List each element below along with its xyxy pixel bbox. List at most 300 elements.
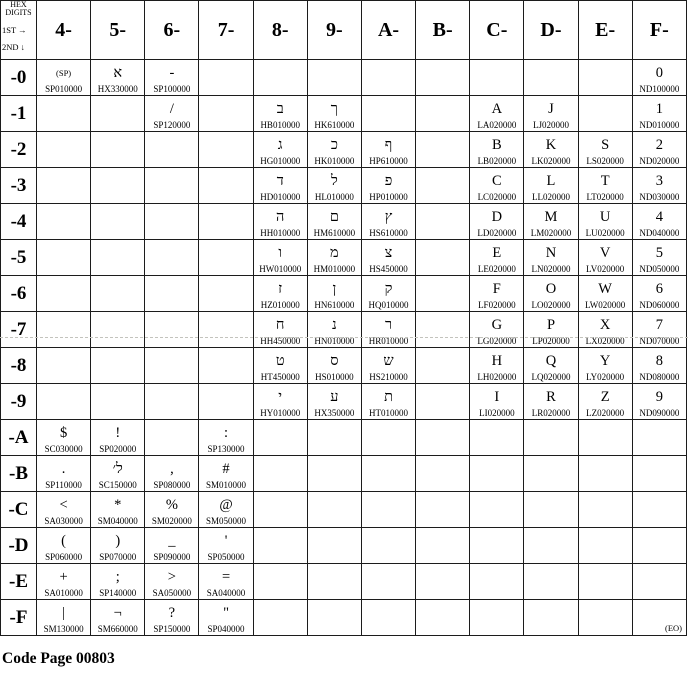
table-row	[1, 420, 687, 456]
cell-glyph: ח	[275, 316, 285, 333]
cell-glyph: )	[115, 532, 121, 549]
cell-code: LX020000	[585, 335, 625, 346]
hex-digits-corner-cell	[1, 1, 37, 60]
table-cell	[578, 312, 632, 348]
table-cell	[416, 168, 470, 204]
cell-code: SP060000	[45, 551, 83, 562]
cell-glyph: ם	[329, 208, 339, 225]
table-cell	[91, 348, 145, 384]
column-header-4: 4-	[37, 1, 91, 60]
cell-glyph: S	[601, 136, 610, 153]
cell-glyph: E	[492, 244, 502, 261]
table-cell	[145, 348, 199, 384]
table-cell	[416, 528, 470, 564]
column-header-C: C-	[470, 1, 524, 60]
table-row	[1, 564, 687, 600]
cell-code: HM610000	[313, 227, 356, 238]
table-cell	[470, 240, 524, 276]
cell-glyph: T	[600, 172, 610, 189]
table-cell	[91, 168, 145, 204]
cell-glyph: D	[491, 208, 503, 225]
table-cell	[578, 96, 632, 132]
cell-code: ND070000	[639, 335, 680, 346]
table-cell	[307, 168, 361, 204]
table-row	[1, 96, 687, 132]
cell-code: SM050000	[206, 515, 247, 526]
table-cell	[253, 492, 307, 528]
table-cell	[632, 564, 686, 600]
table-cell	[524, 528, 578, 564]
cell-code: SP100000	[153, 83, 191, 94]
cell-code: SP120000	[153, 119, 191, 130]
table-cell	[37, 168, 91, 204]
table-cell	[37, 276, 91, 312]
cell-glyph: <	[59, 496, 68, 513]
table-cell	[307, 240, 361, 276]
table-cell	[416, 420, 470, 456]
row-header-B: -B	[1, 456, 37, 492]
table-cell	[470, 204, 524, 240]
cell-code: HY010000	[260, 407, 301, 418]
row-header-7: -7	[1, 312, 37, 348]
table-cell	[578, 528, 632, 564]
table-cell	[524, 456, 578, 492]
table-cell	[632, 168, 686, 204]
table-row	[1, 312, 687, 348]
table-cell	[145, 276, 199, 312]
cell-code: SP110000	[45, 479, 82, 490]
table-cell	[37, 600, 91, 636]
table-cell	[307, 528, 361, 564]
cell-code: HM010000	[313, 263, 356, 274]
table-cell	[145, 420, 199, 456]
cell-glyph: מ	[330, 244, 339, 261]
cell-glyph: ז	[278, 280, 283, 297]
table-cell	[632, 600, 686, 636]
cell-glyph: G	[491, 316, 503, 333]
table-cell	[91, 132, 145, 168]
table-cell	[524, 240, 578, 276]
table-cell	[632, 348, 686, 384]
table-cell	[416, 492, 470, 528]
cell-glyph: ד	[276, 172, 284, 189]
table-cell	[307, 600, 361, 636]
cell-code: SA050000	[152, 587, 192, 598]
table-cell	[37, 384, 91, 420]
cell-code: HS010000	[315, 371, 354, 382]
table-cell	[470, 384, 524, 420]
cell-code: SP090000	[153, 551, 191, 562]
table-cell	[37, 564, 91, 600]
table-cell	[199, 204, 253, 240]
cell-glyph: כ	[330, 136, 338, 153]
table-row	[1, 492, 687, 528]
table-cell	[632, 420, 686, 456]
cell-glyph: נ	[332, 316, 337, 333]
table-cell	[253, 456, 307, 492]
table-cell	[307, 204, 361, 240]
row-header-A: -A	[1, 420, 37, 456]
cell-glyph: 0	[655, 64, 663, 81]
cell-glyph: פ	[384, 172, 393, 189]
table-cell	[199, 348, 253, 384]
table-cell	[37, 240, 91, 276]
cell-glyph: ש	[383, 352, 394, 369]
table-cell	[470, 96, 524, 132]
table-cell	[524, 492, 578, 528]
cell-glyph: "	[223, 604, 229, 621]
table-row	[1, 168, 687, 204]
cell-code: ND090000	[639, 407, 680, 418]
table-cell	[470, 132, 524, 168]
cell-code: HK610000	[314, 119, 355, 130]
table-cell	[253, 600, 307, 636]
row-header-0: -0	[1, 60, 37, 96]
cell-glyph: C	[491, 172, 502, 189]
table-cell	[361, 564, 415, 600]
row-header-E: -E	[1, 564, 37, 600]
cell-glyph: |	[62, 604, 66, 621]
cell-code: ND080000	[639, 371, 680, 382]
table-cell	[37, 456, 91, 492]
table-cell	[253, 60, 307, 96]
cell-code: SP020000	[99, 443, 137, 454]
table-cell	[145, 168, 199, 204]
table-cell	[307, 276, 361, 312]
table-cell	[632, 384, 686, 420]
cell-code: SM010000	[206, 479, 247, 490]
table-cell	[470, 348, 524, 384]
cell-glyph: O	[545, 280, 557, 297]
table-cell	[37, 312, 91, 348]
hex-digits-label: HEX DIGITS	[5, 0, 32, 18]
cell-code: LT020000	[586, 191, 624, 202]
table-cell	[470, 312, 524, 348]
row-header-4: -4	[1, 204, 37, 240]
cell-code: SM020000	[151, 515, 192, 526]
cell-code: HB010000	[260, 119, 300, 130]
table-row	[1, 276, 687, 312]
cell-glyph: 9	[655, 388, 663, 405]
cell-code: LD020000	[477, 227, 517, 238]
table-row	[1, 348, 687, 384]
cell-glyph: X	[599, 316, 611, 333]
cell-glyph: Y	[599, 352, 611, 369]
table-cell	[253, 348, 307, 384]
table-cell	[416, 456, 470, 492]
cell-code: SP070000	[99, 551, 137, 562]
table-cell	[91, 240, 145, 276]
table-cell	[199, 564, 253, 600]
cell-code: SP130000	[207, 443, 245, 454]
cell-glyph: ך	[330, 100, 338, 117]
table-cell	[91, 312, 145, 348]
cell-glyph: ק	[384, 280, 393, 297]
cell-code: LF020000	[478, 299, 516, 310]
cell-glyph: ץ	[384, 208, 393, 225]
cell-code: HX330000	[97, 83, 138, 94]
table-cell	[145, 528, 199, 564]
table-cell	[578, 204, 632, 240]
cell-glyph: (SP)	[56, 67, 72, 78]
cell-code: SP080000	[153, 479, 191, 490]
cell-code: ND020000	[639, 155, 680, 166]
cell-code: HW010000	[259, 263, 302, 274]
table-cell	[145, 96, 199, 132]
row-header-1: -1	[1, 96, 37, 132]
cell-glyph: >	[167, 568, 176, 585]
table-cell	[145, 564, 199, 600]
cell-code: LE020000	[477, 263, 516, 274]
table-cell	[632, 240, 686, 276]
column-header-A: A-	[361, 1, 415, 60]
cell-glyph: L	[546, 172, 556, 189]
table-cell	[524, 276, 578, 312]
cell-code: HD010000	[260, 191, 301, 202]
table-cell	[37, 132, 91, 168]
table-cell	[253, 276, 307, 312]
cell-glyph: K	[545, 136, 557, 153]
column-header-9: 9-	[307, 1, 361, 60]
column-header-7: 7-	[199, 1, 253, 60]
cell-code: HS610000	[369, 227, 408, 238]
table-cell	[253, 528, 307, 564]
cell-glyph: W	[598, 280, 612, 297]
column-header-F: F-	[632, 1, 686, 60]
table-cell	[253, 564, 307, 600]
cell-code: SM040000	[97, 515, 138, 526]
table-cell	[470, 600, 524, 636]
table-cell	[91, 204, 145, 240]
cell-code: ND040000	[639, 227, 680, 238]
row-header-8: -8	[1, 348, 37, 384]
cell-glyph: J	[548, 100, 554, 117]
table-cell	[307, 492, 361, 528]
table-cell	[199, 96, 253, 132]
table-cell	[37, 348, 91, 384]
cell-glyph: N	[545, 244, 557, 261]
table-cell	[199, 312, 253, 348]
table-body	[1, 60, 687, 636]
table-cell	[578, 240, 632, 276]
cell-glyph: 4	[655, 208, 663, 225]
table-cell	[632, 312, 686, 348]
cell-glyph: /	[169, 100, 174, 117]
table-cell	[524, 60, 578, 96]
table-cell	[524, 420, 578, 456]
table-cell	[307, 312, 361, 348]
cell-glyph: B	[491, 136, 502, 153]
table-cell	[361, 96, 415, 132]
table-cell	[361, 528, 415, 564]
table-row	[1, 456, 687, 492]
table-cell	[361, 312, 415, 348]
table-cell	[361, 600, 415, 636]
cell-code: LC020000	[477, 191, 517, 202]
first-digit-arrow-label: 1ST →	[2, 24, 27, 35]
cell-code: ND010000	[639, 119, 680, 130]
table-cell	[632, 60, 686, 96]
table-cell	[578, 132, 632, 168]
cell-glyph: ,	[170, 460, 174, 477]
row-header-9: -9	[1, 384, 37, 420]
cell-code: HX350000	[314, 407, 355, 418]
cell-glyph: Q	[545, 352, 557, 369]
table-cell	[145, 600, 199, 636]
table-cell	[361, 168, 415, 204]
table-cell	[91, 600, 145, 636]
table-cell	[199, 132, 253, 168]
table-cell	[361, 132, 415, 168]
table-cell	[632, 528, 686, 564]
row-header-C: -C	[1, 492, 37, 528]
table-cell	[470, 60, 524, 96]
header-row	[1, 1, 687, 60]
cell-code: HT010000	[369, 407, 409, 418]
table-cell	[470, 456, 524, 492]
table-cell	[253, 96, 307, 132]
cell-glyph: .	[61, 460, 66, 477]
cell-glyph: P	[546, 316, 556, 333]
table-cell	[524, 348, 578, 384]
cell-glyph: ¬	[113, 604, 122, 621]
row-header-6: -6	[1, 276, 37, 312]
table-cell	[145, 60, 199, 96]
table-cell	[91, 384, 145, 420]
table-cell	[416, 60, 470, 96]
column-header-8: 8-	[253, 1, 307, 60]
cell-code: SP040000	[207, 623, 245, 634]
table-cell	[416, 240, 470, 276]
table-cell	[91, 492, 145, 528]
cell-glyph: ף	[384, 136, 393, 153]
table-cell	[37, 96, 91, 132]
table-cell	[416, 564, 470, 600]
table-cell	[524, 96, 578, 132]
cell-glyph: '	[224, 532, 228, 549]
eo-note: (EO)	[665, 622, 682, 633]
table-cell	[145, 240, 199, 276]
table-cell	[524, 312, 578, 348]
table-cell	[361, 276, 415, 312]
cell-code: HZ010000	[260, 299, 300, 310]
cell-glyph: ס	[330, 352, 339, 369]
table-cell	[253, 132, 307, 168]
cell-code: HN010000	[314, 335, 355, 346]
second-digit-arrow-label: 2ND ↓	[2, 41, 25, 52]
cell-glyph: 8	[655, 352, 663, 369]
table-row	[1, 600, 687, 636]
cell-glyph: צ	[384, 244, 393, 261]
table-cell	[91, 528, 145, 564]
table-cell	[253, 312, 307, 348]
cell-code: ND050000	[639, 263, 680, 274]
cell-glyph: M	[544, 208, 558, 225]
table-cell	[361, 60, 415, 96]
table-cell	[307, 60, 361, 96]
table-cell	[632, 132, 686, 168]
table-cell	[632, 492, 686, 528]
table-cell	[578, 600, 632, 636]
cell-code: HN610000	[314, 299, 355, 310]
table-row	[1, 384, 687, 420]
cell-glyph: ט	[275, 352, 285, 369]
row-header-F: -F	[1, 600, 37, 636]
table-cell	[91, 564, 145, 600]
cell-glyph: *	[114, 496, 122, 513]
cell-glyph: @	[219, 496, 233, 513]
table-cell	[199, 60, 253, 96]
table-cell	[253, 204, 307, 240]
cell-code: ND030000	[639, 191, 680, 202]
table-cell	[416, 132, 470, 168]
table-cell	[524, 564, 578, 600]
table-cell	[145, 456, 199, 492]
cell-glyph: !	[115, 424, 121, 441]
table-cell	[361, 348, 415, 384]
table-cell	[91, 456, 145, 492]
row-header-2: -2	[1, 132, 37, 168]
table-cell	[145, 384, 199, 420]
cell-glyph: 2	[655, 136, 663, 153]
table-cell	[199, 528, 253, 564]
cell-code: LO020000	[531, 299, 571, 310]
cell-code: HR010000	[368, 335, 409, 346]
cell-code: SA040000	[206, 587, 246, 598]
cell-code: HT450000	[260, 371, 300, 382]
cell-glyph: ל	[330, 172, 338, 189]
cell-code: LY020000	[586, 371, 625, 382]
table-cell	[632, 456, 686, 492]
table-cell	[416, 96, 470, 132]
table-cell	[307, 348, 361, 384]
cell-glyph: (	[61, 532, 66, 549]
cell-code: HS450000	[369, 263, 408, 274]
table-header	[1, 1, 687, 60]
table-cell	[361, 204, 415, 240]
cell-glyph: ל׳	[112, 460, 123, 477]
cell-code: SC030000	[44, 443, 83, 454]
cell-code: HH450000	[260, 335, 301, 346]
table-cell	[253, 384, 307, 420]
cell-glyph: ה	[276, 208, 285, 225]
table-cell	[416, 204, 470, 240]
cell-glyph: -	[169, 64, 175, 81]
cell-glyph: ר	[384, 316, 393, 333]
cell-code: SP140000	[99, 587, 137, 598]
table-cell	[37, 492, 91, 528]
table-cell	[253, 420, 307, 456]
cell-code: LG020000	[477, 335, 517, 346]
cell-code: LK020000	[531, 155, 571, 166]
table-cell	[578, 168, 632, 204]
cell-glyph: #	[222, 460, 230, 477]
table-cell	[91, 420, 145, 456]
column-header-6: 6-	[145, 1, 199, 60]
cell-glyph: ן	[332, 280, 337, 297]
table-cell	[632, 204, 686, 240]
table-cell	[361, 456, 415, 492]
cell-glyph: 6	[655, 280, 663, 297]
cell-code: HP610000	[369, 155, 408, 166]
cell-code: LI020000	[479, 407, 515, 418]
cell-code: LA020000	[477, 119, 517, 130]
table-cell	[307, 384, 361, 420]
table-cell	[199, 384, 253, 420]
table-cell	[37, 204, 91, 240]
cell-glyph: U	[599, 208, 611, 225]
cell-glyph: ב	[276, 100, 284, 117]
